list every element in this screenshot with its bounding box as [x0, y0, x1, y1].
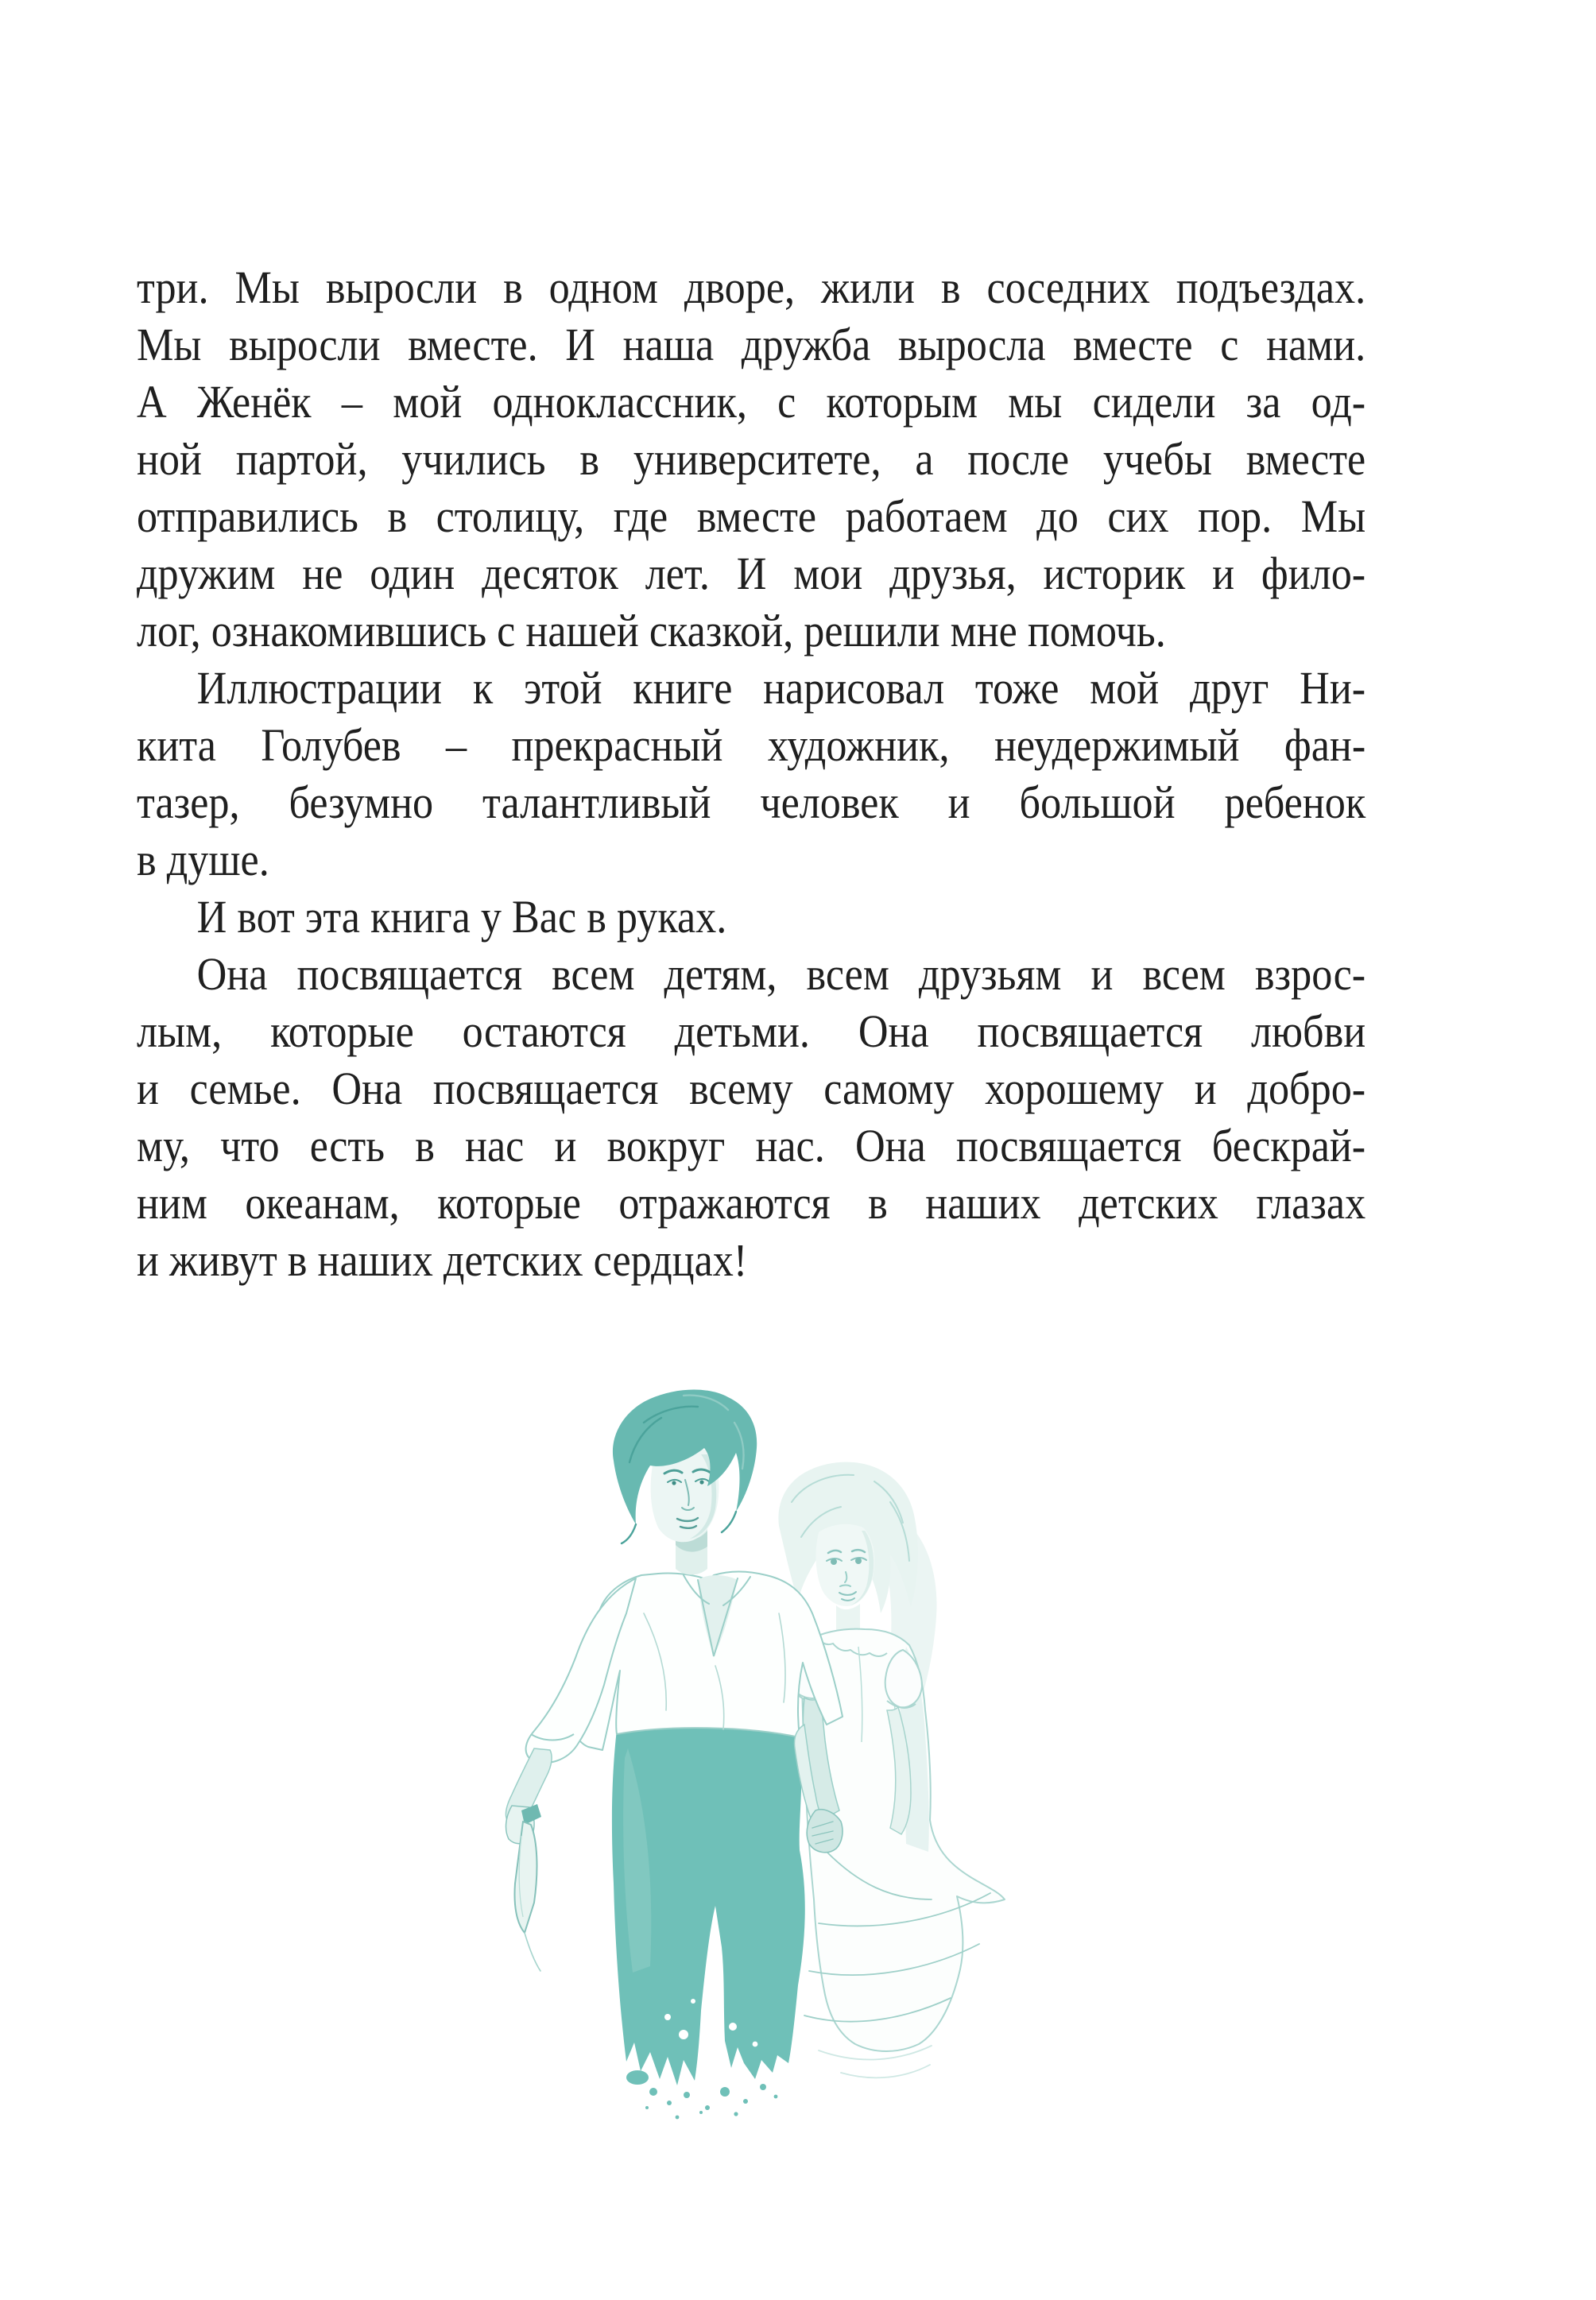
text-line-18: и живут в наших детских сердцах! — [137, 1234, 748, 1286]
text-line-1: три. Мы выросли в одном дворе, жили в соседних подъездах. — [137, 261, 1366, 313]
text-line-12: И вот эта книга у Вас в руках. — [196, 891, 727, 943]
text-line-5: отправились в столицу, где вместе работаем до сих пор. Мы — [137, 490, 1366, 542]
girl-figure — [778, 1462, 1005, 2078]
text-line-9: кита Голубев – прекрасный художник, неудержимый фан- — [137, 719, 1366, 771]
text-line-13: Она посвящается всем детям, всем друзьям и всем взрос- — [196, 948, 1366, 1000]
text-line-3: А Женёк – мой одноклассник, с которым мы сидели за од- — [137, 376, 1366, 428]
text-line-4: ной партой, учились в университете, а после учебы вместе — [137, 433, 1366, 485]
text-line-11: в душе. — [137, 834, 269, 885]
text-line-16: му, что есть в нас и вокруг нас. Она посвящается бескрай- — [137, 1120, 1366, 1171]
text-line-17: ним океанам, которые отражаются в наших детских глазах — [137, 1177, 1366, 1229]
text-line-14: лым, которые остаются детьми. Она посвящается любви — [137, 1005, 1366, 1057]
body-text — [137, 259, 1366, 1289]
text-line-2: Мы выросли вместе. И наша дружба выросла вместе с нами. — [137, 319, 1366, 370]
text-line-8: Иллюстрации к этой книге нарисовал тоже мой друг Ни- — [196, 662, 1366, 714]
text-line-6: дружим не один десяток лет. И мои друзья, историк и фило- — [137, 548, 1366, 599]
text-line-10: тазер, безумно талантливый человек и большой ребенок — [137, 776, 1366, 828]
boy-and-girl-illustration — [445, 1375, 1065, 2122]
text-line-15: и семье. Она посвящается всему самому хорошему и добро- — [137, 1063, 1366, 1114]
text-line-7: лог, ознакомившись с нашей сказкой, решили мне помочь. — [137, 605, 1166, 656]
